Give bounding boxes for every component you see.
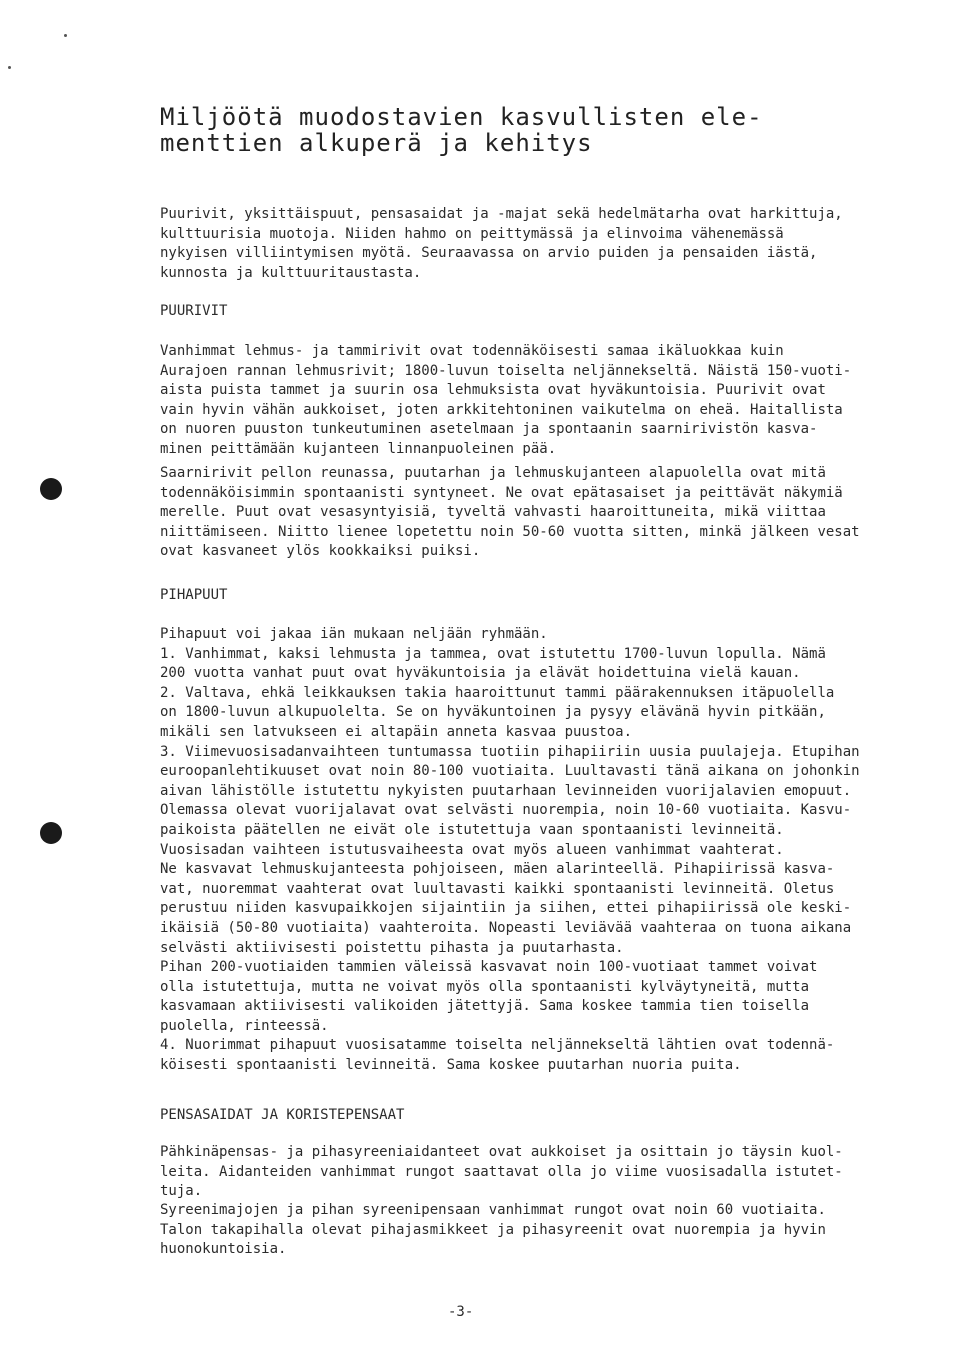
section-heading-pihapuut: PIHAPUUT bbox=[160, 587, 228, 603]
section-heading-pensasaidat: PENSASAIDAT JA KORISTEPENSAAT bbox=[160, 1107, 405, 1123]
pensasaidat-paragraph-2: Syreenimajojen ja pihan syreenipensaan vanhimmat rungot ovat noin 60 vuotiaita. Talon takapihalla olevat pihajasmikkeet ja pihasyreenit ovat nuorempia ja hyvin huonokuntoisia. bbox=[160, 1202, 826, 1258]
page-number: -3- bbox=[448, 1304, 474, 1320]
puurivit-paragraph-1: Vanhimmat lehmus- ja tammirivit ovat todennäköisesti samaa ikäluokkaa kuin Aurajoen rannan lehmusrivit; 1800-luvun toiselta neljännekseltä. Näistä 150-vuoti- aista puista tammet ja suurin osa lehmuksista ovat hyväkuntoisia. Puurivit ovat vain hyvin vähän aukkoiset, joten arkkitehtoninen vaikutelma on eheä. Haitallista on nuoren puuston tunkeutuminen asetelmaan ja spontaanin saarnirivistön kasva- minen peittämään kujanteen linnanpuoleinen pää. bbox=[160, 343, 852, 457]
pensasaidat-paragraph-1: Pähkinäpensas- ja pihasyreeniaidanteet ovat aukkoiset ja osittain jo täysin kuol- leita. Aidanteiden vanhimmat rungot saattavat olla jo viime vuosisadalla istutet- tuja. bbox=[160, 1144, 843, 1200]
punch-hole-lower bbox=[40, 822, 62, 844]
section-heading-puurivit: PUURIVIT bbox=[160, 303, 228, 319]
pihapuut-body: Pihapuut voi jakaa iän mukaan neljään ryhmään. 1. Vanhimmat, kaksi lehmusta ja tammea, ovat istutettu 1700-luvun lopulla. Nämä 200 vuotta vanhat puut ovat hyväkuntoisia ja elävät hoidettuina vielä kauan. 2. Valtava, ehkä leikkauksen takia haaroittunut tammi päärakennuksen itäpuolella on 1800-luvun alkupuolelta. Se on hyväkuntoinen ja pysyy elävänä hyvin pitkään, mikäli sen latvukseen ei altapäin anneta kasvaa puustoa. 3. Viimevuosisadanvaihteen tuntumassa tuotiin pihapiiriin uusia puulajeja. Etupihan euroopanlehtikuuset ovat noin 80-100 vuotiaita. Luultavasti tänä aikana on johonkin aivan lähistölle istutettu nykyisten puutarhaan levinneiden vuorijalavien emopuut. Olemassa olevat vuorijalavat ovat selvästi nuorempia, noin 10-60 vuotiaita. Kasvu- paikoista päätellen ne eivät ole istutettuja vaan spontaanisti levinneitä. Vuosisadan vaihteen istutusvaiheesta ovat myös alueen vanhimmat vaahterat. Ne kasvavat lehmuskujanteesta pohjoiseen, mäen alarinteellä. Pihapiirissä kasva- vat, nuoremmat vaahterat ovat luultavasti kaikki spontaanisti levinneitä. Oletus perustuu niiden kasvupaikkojen sijaintiin ja siihen, ettei pihapiirissä ole keski- ikäisiä (50-80 vuotiaita) vaahteroita. Nopeasti leviävää vaahteraa on tuona aikana selvästi aktiivisesti poistettu pihasta ja puutarhasta. Pihan 200-vuotiaiden tammien väleissä kasvavat noin 100-vuotiaat tammet voivat olla istutettuja, mutta ne voivat myös olla spontaanisti kylväytyneitä, mutta kasvamaan aktiivisesti valikoiden jätettyjä. Sama koskee tammia tien toisella puolella, rinteessä. 4. Nuorimmat pihapuut vuosisatamme toiselta neljännekseltä lähtien ovat todennä- köisesti spontaanisti levinneitä. Sama koskee puutarhan nuoria puita. bbox=[160, 626, 860, 1074]
puurivit-paragraph-2: Saarnirivit pellon reunassa, puutarhan ja lehmuskujanteen alapuolella ovat mitä todennäköisimmin spontaanisti syntyneet. Ne ovat epätasaiset ja peittävät näkymiä merelle. Puut ovat vesasyntyisiä, tyveltä vahvasti haaroittuneita, mikä viittaa niittämiseen. Niitto lienee lopetettu noin 50-60 vuotta sitten, minkä jälkeen vesat ovat kasvaneet ylös kookkaiksi puiksi. bbox=[160, 465, 860, 560]
scan-speck bbox=[64, 34, 67, 37]
intro-paragraph: Puurivit, yksittäispuut, pensasaidat ja -majat sekä hedelmätarha ovat harkittuja, kulttuurisia muotoja. Niiden hahmo on peittymässä ja elinvoima vähenemässä nykyisen villiintymisen myötä. Seuraavassa on arvio puiden ja pensaiden iästä, kunnosta ja kulttuuritaustasta. bbox=[160, 206, 843, 281]
punch-hole-upper bbox=[40, 478, 62, 500]
scan-speck bbox=[8, 66, 11, 69]
document-title: Miljöötä muodostavien kasvullisten ele- menttien alkuperä ja kehitys bbox=[160, 103, 763, 157]
